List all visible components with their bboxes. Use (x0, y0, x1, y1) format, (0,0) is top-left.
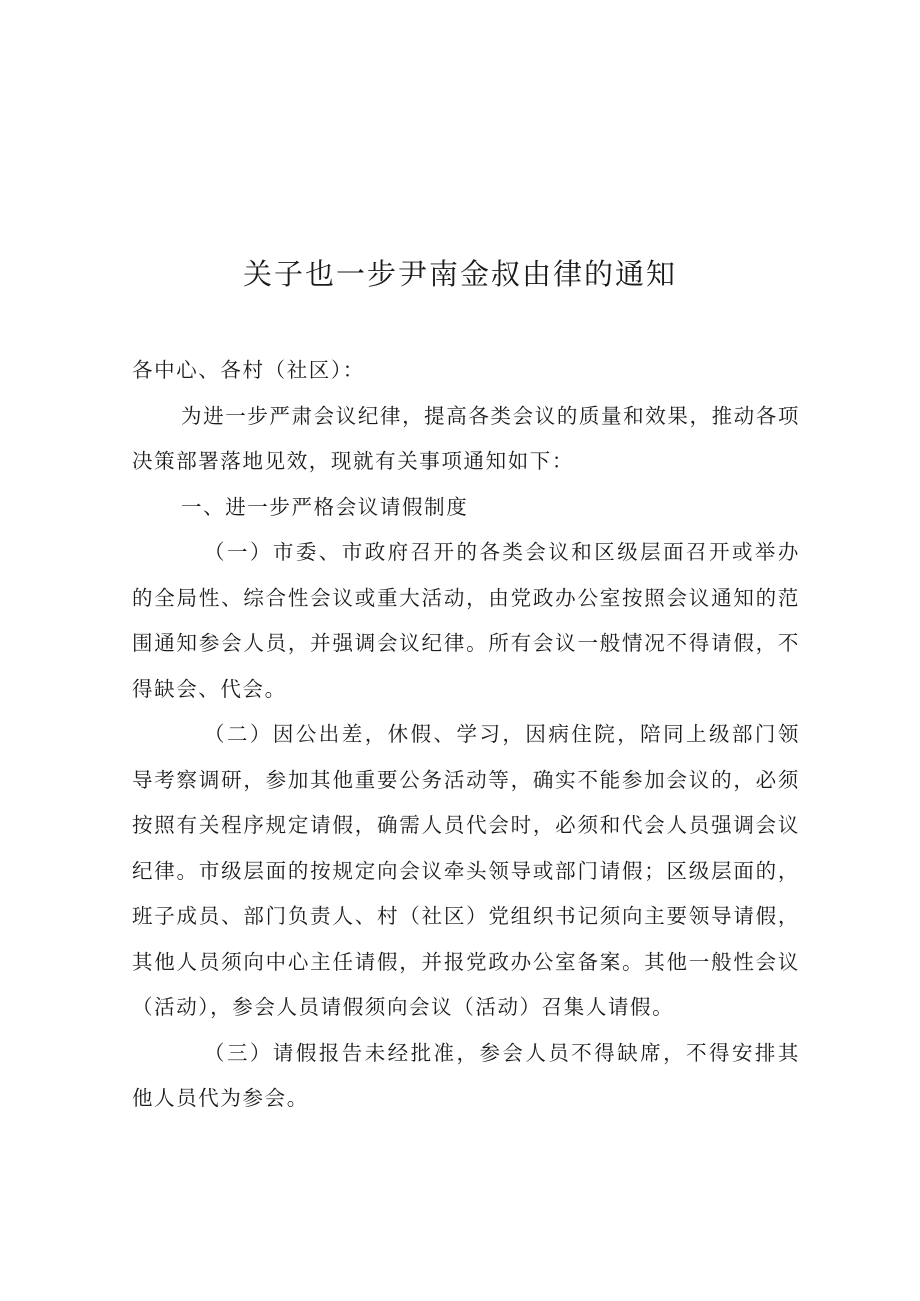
document-title: 关子也一步尹南金叔由律的通知 (242, 257, 677, 291)
document-body (132, 348, 800, 1122)
section-heading: 一、进一步严格会议请假制度 (181, 494, 469, 519)
list-item: （二）因公出差，休假、学习，因病住院，陪同上级部门领导考察调研，参加其他重要公务活动等，确实不能参加会议的，必须按照有关程序规定请假，确需人员代会时，必须和代会人员强调会议纪律。市级层面的按规定向会议牵头领导或部门请假；区级层面的，班子成员、部门负责人、村（社区）党组织书记须向主要领导请假，其他人员须向中心主任请假，并报党政办公室备案。其他一般性会议（活动），参会人员请假须向会议（活动）召集人请假。 (132, 722, 800, 1019)
intro-paragraph: 为进一步严肃会议纪律，提高各类会议的质量和效果，推动各项决策部署落地见效，现就有关事项通知如下： (132, 403, 800, 473)
salutation: 各中心、各村（社区）： (132, 358, 365, 382)
list-item: （三）请假报告未经批准，参会人员不得缺席，不得安排其他人员代为参会。 (132, 1040, 800, 1110)
list-item: （一）市委、市政府召开的各类会议和区级层面召开或举办的全局性、综合性会议或重大活动，由党政办公室按照会议通知的范围通知参会人员，并强调会议纪律。所有会议一般情况不得请假，不得缺会、代会。 (132, 540, 800, 701)
